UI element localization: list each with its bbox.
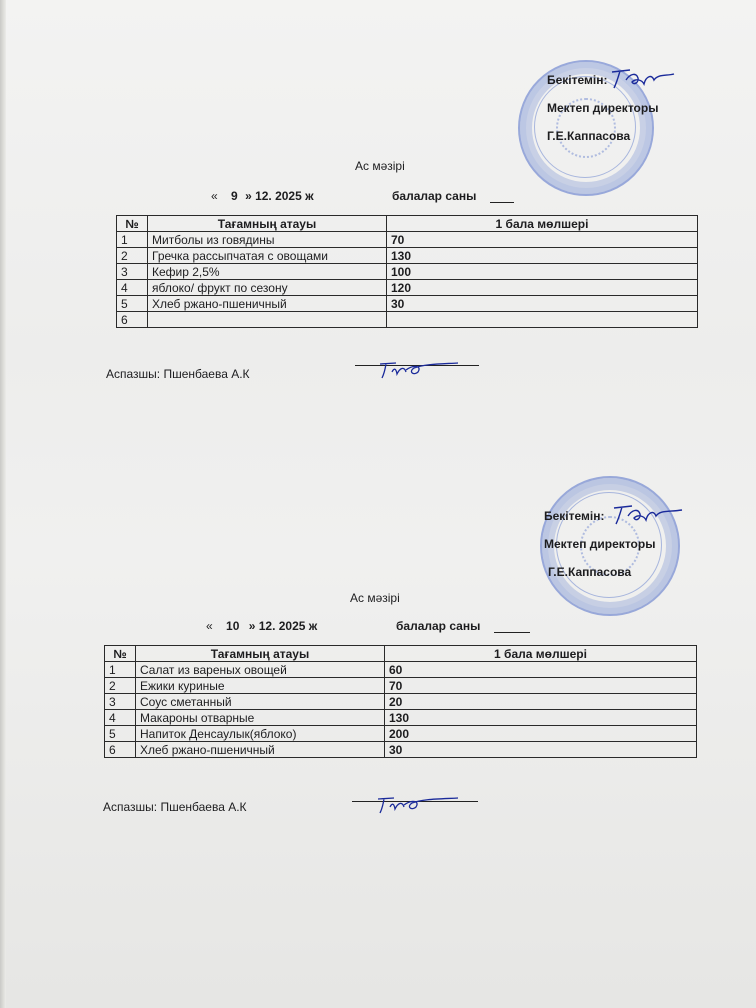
row-number: 6 xyxy=(105,742,136,758)
director-position: Мектеп директоры xyxy=(544,537,656,551)
date-open-quote: « xyxy=(206,619,213,633)
portion-grams: 60 xyxy=(385,662,697,678)
row-number: 4 xyxy=(117,280,148,296)
cook-line: Аспазшы: Пшенбаева А.К xyxy=(103,800,247,814)
table-header-row xyxy=(105,646,697,662)
table-row xyxy=(117,296,698,312)
menu-title: Ас мәзірі xyxy=(350,591,400,605)
row-number: 5 xyxy=(117,296,148,312)
portion-grams: 100 xyxy=(387,264,698,280)
dish-name: Напиток Денсаулык(яблоко) xyxy=(136,726,385,742)
portion-grams: 30 xyxy=(387,296,698,312)
date-day: 9 xyxy=(231,189,238,203)
table-row xyxy=(105,694,697,710)
dish-name: Хлеб ржано-пшеничный xyxy=(148,296,387,312)
cook-signature xyxy=(378,360,460,382)
dish-name: Хлеб ржано-пшеничный xyxy=(136,742,385,758)
portion-grams: 130 xyxy=(387,248,698,264)
col-portion-header: 1 бала мөлшері xyxy=(385,646,697,662)
table-row xyxy=(117,264,698,280)
row-number: 2 xyxy=(105,678,136,694)
dish-name: Гречка рассыпчатая с овощами xyxy=(148,248,387,264)
table-row xyxy=(117,280,698,296)
menu-table xyxy=(116,215,698,328)
col-number-header: № xyxy=(117,216,148,232)
dish-name: Соус сметанный xyxy=(136,694,385,710)
table-row xyxy=(105,678,697,694)
col-portion-header: 1 бала мөлшері xyxy=(387,216,698,232)
date-rest: » 12. 2025 ж xyxy=(245,189,314,203)
col-dish-header: Тағамның атауы xyxy=(148,216,387,232)
date-line xyxy=(206,619,317,633)
children-count-label: балалар саны xyxy=(392,189,477,203)
menu-title: Ас мәзірі xyxy=(355,159,405,173)
director-name: Г.Е.Каппасова xyxy=(547,129,631,143)
menu-table xyxy=(104,645,697,758)
page-edge-shadow xyxy=(0,0,6,1008)
row-number: 1 xyxy=(105,662,136,678)
cook-line: Аспазшы: Пшенбаева А.К xyxy=(106,367,250,381)
table-row xyxy=(105,742,697,758)
children-count-line xyxy=(392,189,514,203)
portion-grams: 70 xyxy=(385,678,697,694)
dish-name: Кефир 2,5% xyxy=(148,264,387,280)
dish-name: Митболы из говядины xyxy=(148,232,387,248)
row-number: 6 xyxy=(117,312,148,328)
portion-grams: 200 xyxy=(385,726,697,742)
portion-grams: 130 xyxy=(385,710,697,726)
portion-grams: 30 xyxy=(385,742,697,758)
director-signature xyxy=(608,66,678,92)
director-position: Мектеп директоры xyxy=(547,101,659,115)
table-row xyxy=(105,710,697,726)
children-count-blank xyxy=(490,202,514,203)
dish-name: яблоко/ фрукт по сезону xyxy=(148,280,387,296)
row-number: 5 xyxy=(105,726,136,742)
approve-label: Бекітемін: xyxy=(544,509,605,523)
dish-name: Ежики куриные xyxy=(136,678,385,694)
children-count-line xyxy=(396,619,530,633)
row-number: 1 xyxy=(117,232,148,248)
date-open-quote: « xyxy=(211,189,218,203)
table-row xyxy=(105,662,697,678)
date-rest: » 12. 2025 ж xyxy=(248,619,318,633)
table-row xyxy=(117,312,698,328)
row-number: 3 xyxy=(117,264,148,280)
dish-name: Салат из вареных овощей xyxy=(136,662,385,678)
director-name: Г.Е.Каппасова xyxy=(548,565,632,579)
col-dish-header: Тағамның атауы xyxy=(136,646,385,662)
row-number: 4 xyxy=(105,710,136,726)
table-row xyxy=(117,232,698,248)
date-line xyxy=(211,189,314,203)
col-number-header: № xyxy=(105,646,136,662)
dish-name: Макароны отварные xyxy=(136,710,385,726)
children-count-label: балалар саны xyxy=(396,619,481,633)
portion-grams: 20 xyxy=(385,694,697,710)
row-number: 2 xyxy=(117,248,148,264)
table-row xyxy=(117,248,698,264)
date-day: 10 xyxy=(226,619,240,633)
table-row xyxy=(105,726,697,742)
portion-grams: 70 xyxy=(387,232,698,248)
table-header-row xyxy=(117,216,698,232)
row-number: 3 xyxy=(105,694,136,710)
approve-label: Бекітемін: xyxy=(547,73,608,87)
director-signature xyxy=(610,502,684,528)
portion-grams: 120 xyxy=(387,280,698,296)
cook-signature xyxy=(376,795,460,817)
children-count-blank xyxy=(494,632,530,633)
dish-name xyxy=(148,312,387,328)
portion-grams xyxy=(387,312,698,328)
